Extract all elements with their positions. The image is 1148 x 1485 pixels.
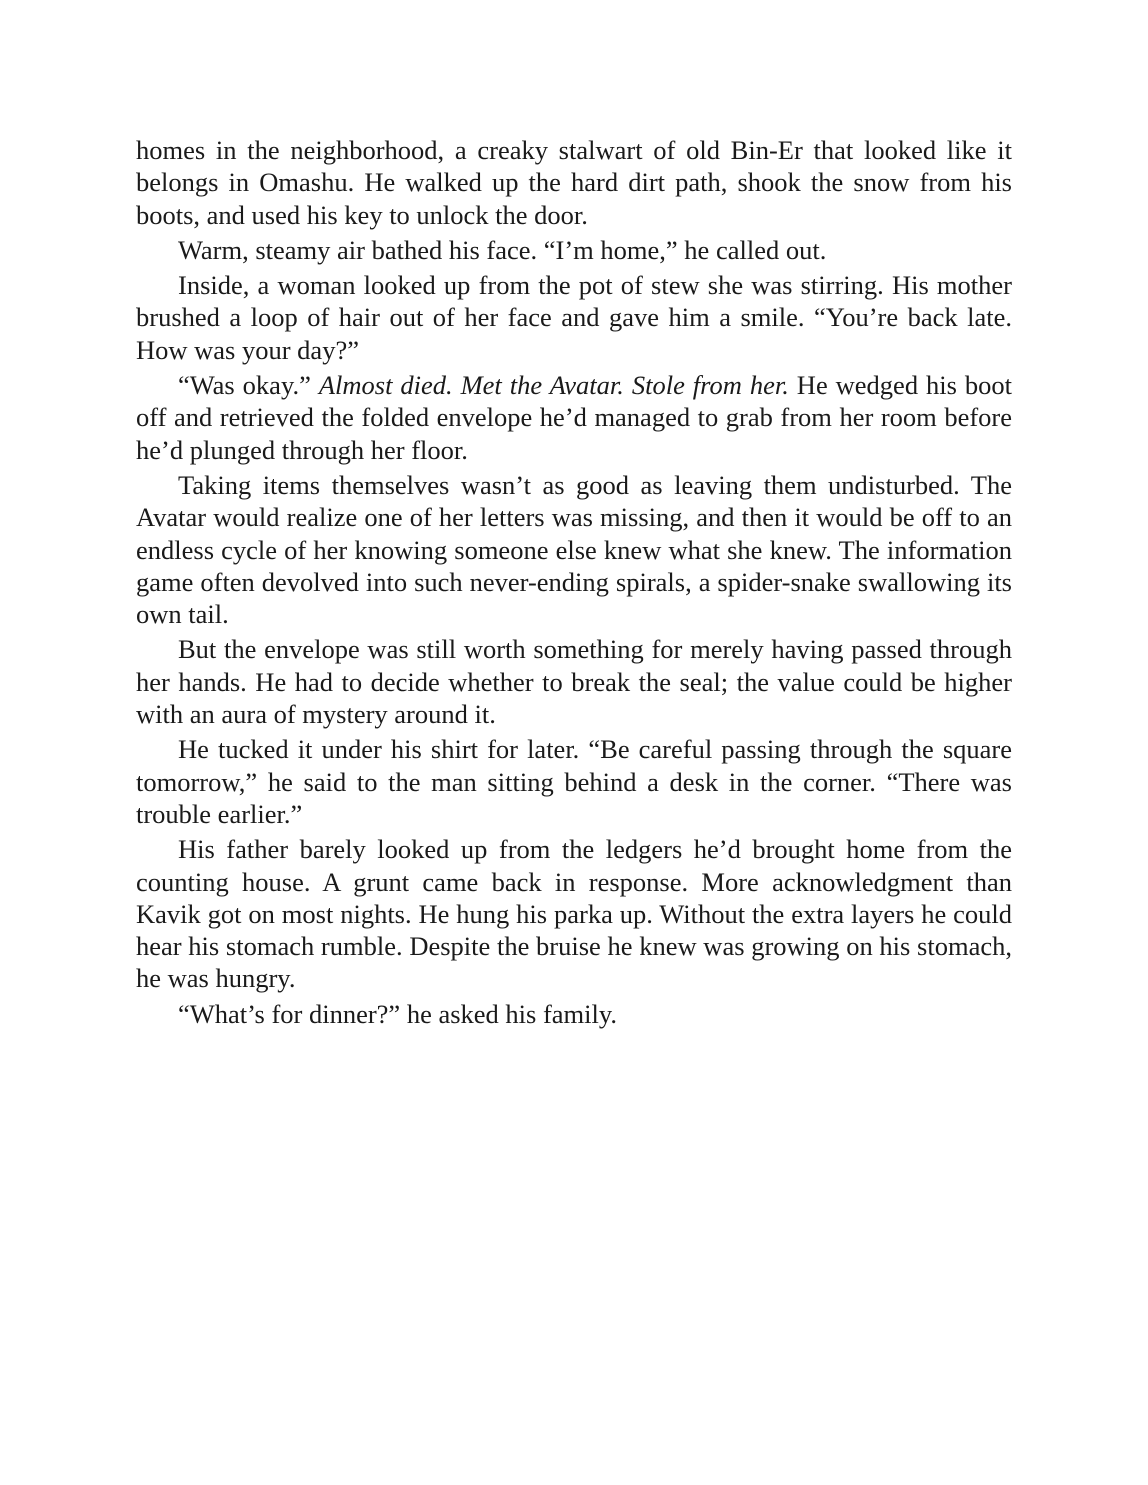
paragraph-1: homes in the neighborhood, a creaky stalwart of old Bin-Er that looked like it belongs in Omashu. He walked up the hard dirt path, shook the snow from his boots, and used his key to unlock the door.	[136, 135, 1012, 230]
paragraph-4-italic-thought: Almost died. Met the Avatar. Stole from her.	[318, 370, 789, 401]
paragraph-4-lead: “Was okay.”	[178, 370, 319, 401]
paragraph-4-rest: He wedged his boot off and retrieved the folded envelope he’d managed to grab from her room before he’d plunged through her floor.	[136, 370, 1013, 465]
paragraph-3: Inside, a woman looked up from the pot of stew she was stirring. His mother brushed a loop of hair out of her face and gave him a smile. “You’re back late. How was your day?”	[136, 270, 1012, 365]
paragraph-6: But the envelope was still worth something for merely having passed through her hands. He had to decide whether to break the seal; the value could be higher with an aura of mystery around it.	[136, 634, 1012, 730]
paragraph-9: “What’s for dinner?” he asked his family.	[178, 998, 618, 1029]
paragraph-7: He tucked it under his shirt for later. “Be careful passing through the square tomorrow,” he said to the man sitting behind a desk in the corner. “There was trouble earlier.”	[136, 734, 1012, 829]
book-page	[136, 134, 1012, 1033]
paragraph-8: His father barely looked up from the ledgers he’d brought home from the counting house. A grunt came back in response. More acknowledgment than Kavik got on most nights. He hung his parka up. Without the extra layers he could hear his stomach rumble. Despite the bruise he knew was growing on his stomach, he was hungry.	[136, 834, 1012, 994]
paragraph-2: Warm, steamy air bathed his face. “I’m home,” he called out.	[178, 234, 827, 265]
paragraph-4	[136, 369, 1012, 466]
paragraph-5: Taking items themselves wasn’t as good as leaving them undisturbed. The Avatar would realize one of her letters was missing, and then it would be off to an endless cycle of her knowing someone else knew what she knew. The information game often devolved into such never-ending spirals, a spider-snake swallowing its own tail.	[136, 469, 1012, 630]
